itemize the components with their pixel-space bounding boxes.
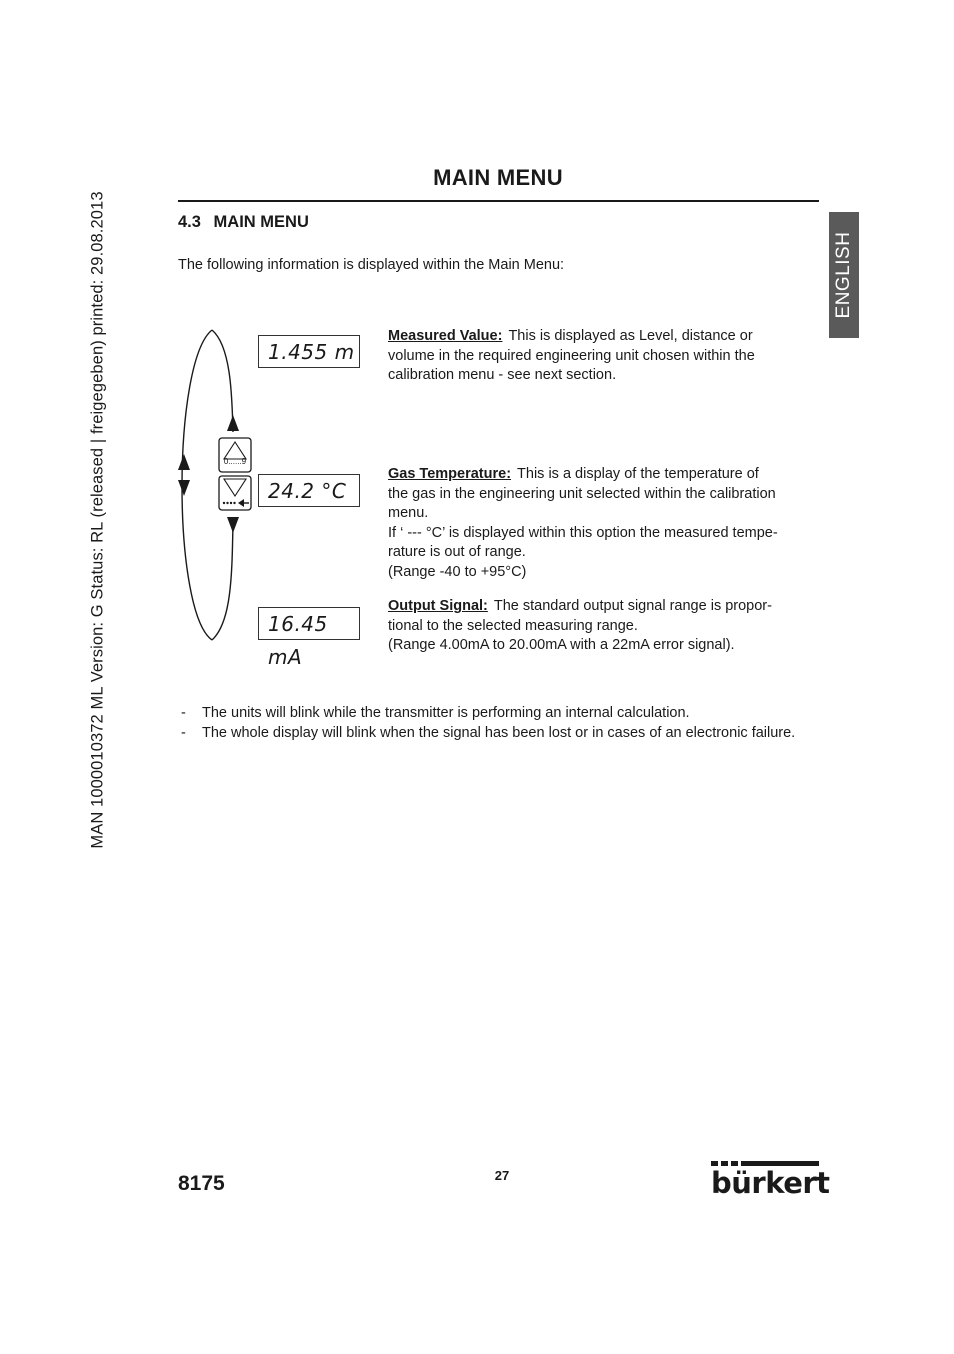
language-tab-label: ENGLISH (833, 231, 854, 319)
notes-list (178, 704, 818, 744)
line: Gas Temperature: This is a display of the temperature of (388, 466, 759, 482)
page-title: MAIN MENU (433, 165, 563, 190)
section-number: 4.3 (178, 213, 201, 231)
loop-right-lower-arc (212, 522, 233, 640)
section-title: MAIN MENU (213, 213, 309, 231)
menu-cycle-diagram (170, 322, 260, 652)
section-heading (178, 213, 309, 232)
line: rature is out of range. (388, 544, 526, 561)
language-tab (829, 212, 859, 338)
arrow-up-icon (227, 415, 239, 431)
line: If ‘ --- °C’ is displayed within this option the measured tempe- (388, 524, 778, 541)
up-key-icon (219, 438, 251, 472)
intro-text: The following information is displayed within the Main Menu: (178, 257, 565, 273)
line: tional to the selected measuring range. (388, 617, 638, 634)
down-key-icon (219, 476, 251, 510)
list-item: - The units will blink while the transmitter is performing an internal calculation. (181, 705, 690, 721)
loop-right-upper-arc (212, 330, 233, 432)
list-item: - The whole display will blink when the signal has been lost or in cases of an electronic failure. (181, 724, 796, 741)
line: Measured Value: This is displayed as Level, distance or (388, 328, 753, 344)
line: (Range -40 to +95°C) (388, 563, 527, 580)
line: Output Signal: The standard output signal range is propor- (388, 598, 772, 614)
up-key-label: 0......9 (223, 457, 247, 466)
line: menu. (388, 505, 429, 522)
arrow-up-icon (178, 454, 190, 470)
brand-logo: bürkert (711, 1166, 830, 1200)
page-number: 27 (494, 1168, 510, 1183)
gas-temperature-term: Gas Temperature: (388, 466, 512, 482)
title-rule (178, 200, 819, 202)
output-signal-term: Output Signal: (388, 598, 488, 614)
arrow-down-icon (227, 517, 239, 533)
lcd-gas-temperature: 24.2 °C (258, 474, 360, 507)
lcd-measured-value: 1.455 m (258, 335, 360, 368)
line: volume in the required engineering unit chosen within the (388, 347, 755, 364)
output-signal-description (388, 597, 820, 656)
measured-value-description (388, 327, 820, 386)
model-number: 8175 (178, 1172, 225, 1195)
lcd-output-signal: 16.45 mA (258, 607, 360, 640)
document-meta-text: MAN 1000010372 ML Version: G Status: RL (released | freigegeben) printed: 29.08.2013 (88, 191, 107, 849)
line: calibration menu - see next section. (388, 367, 617, 384)
measured-value-term: Measured Value: (388, 328, 503, 344)
line: (Range 4.00mA to 20.00mA with a 22mA error signal). (388, 637, 735, 654)
gas-temperature-description (388, 465, 820, 583)
line: the gas in the engineering unit selected within the calibration (388, 485, 776, 502)
arrow-down-icon (178, 480, 190, 496)
